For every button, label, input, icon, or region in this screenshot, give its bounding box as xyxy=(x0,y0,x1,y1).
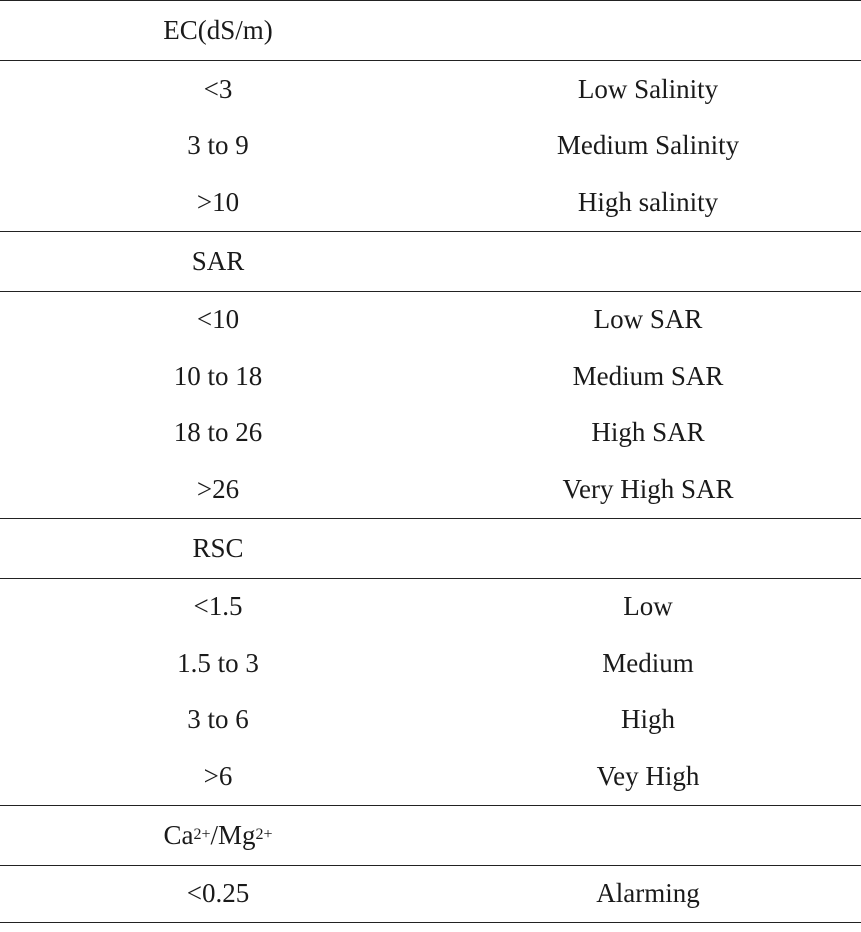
table-rule xyxy=(0,922,861,923)
range-cell: <0.25 xyxy=(186,878,250,909)
class-cell: Very High SAR xyxy=(562,473,734,504)
header-label: SAR xyxy=(191,245,245,276)
class-cell: Vey High xyxy=(596,760,700,791)
table-row xyxy=(0,174,861,231)
range-cell: 18 to 26 xyxy=(173,417,263,448)
class-cell: Low Salinity xyxy=(577,73,719,104)
table-row xyxy=(0,61,861,118)
range-cell: >26 xyxy=(196,473,240,504)
table-row xyxy=(0,635,861,692)
table-row xyxy=(0,692,861,749)
table-row xyxy=(0,461,861,518)
class-cell: Medium xyxy=(602,647,694,678)
table-row xyxy=(0,348,861,405)
header-label: Ca 2+ /Mg 2+ xyxy=(163,819,273,850)
section-header-ec xyxy=(0,1,861,60)
range-cell: >10 xyxy=(196,186,240,217)
class-cell: High salinity xyxy=(577,186,719,217)
class-cell: Medium SAR xyxy=(572,360,724,391)
section-header-sar xyxy=(0,232,861,291)
range-cell: >6 xyxy=(203,760,233,791)
range-cell: <1.5 xyxy=(193,591,243,622)
header-base-mg: /Mg xyxy=(210,819,256,850)
class-cell: Alarming xyxy=(596,878,700,909)
table-row xyxy=(0,866,861,923)
range-cell: 1.5 to 3 xyxy=(177,647,259,678)
table-row xyxy=(0,118,861,175)
table-row xyxy=(0,292,861,349)
class-cell: High SAR xyxy=(591,417,705,448)
range-cell: <3 xyxy=(203,73,233,104)
header-label: EC(dS/m) xyxy=(163,15,273,45)
header-label: RSC xyxy=(192,532,244,563)
range-cell: <10 xyxy=(196,304,240,335)
range-cell: 3 to 6 xyxy=(187,704,249,735)
section-header-rsc xyxy=(0,519,861,578)
range-cell: 10 to 18 xyxy=(173,360,263,391)
class-cell: Low xyxy=(623,591,673,622)
table-row xyxy=(0,579,861,636)
range-cell: 3 to 9 xyxy=(187,130,249,161)
class-cell: High xyxy=(621,704,675,735)
class-cell: Low SAR xyxy=(593,304,703,335)
section-header-ca-mg xyxy=(0,806,861,865)
table-row xyxy=(0,405,861,462)
table-row xyxy=(0,748,861,805)
class-cell: Medium Salinity xyxy=(556,130,740,161)
header-base-ca: Ca xyxy=(163,819,194,850)
